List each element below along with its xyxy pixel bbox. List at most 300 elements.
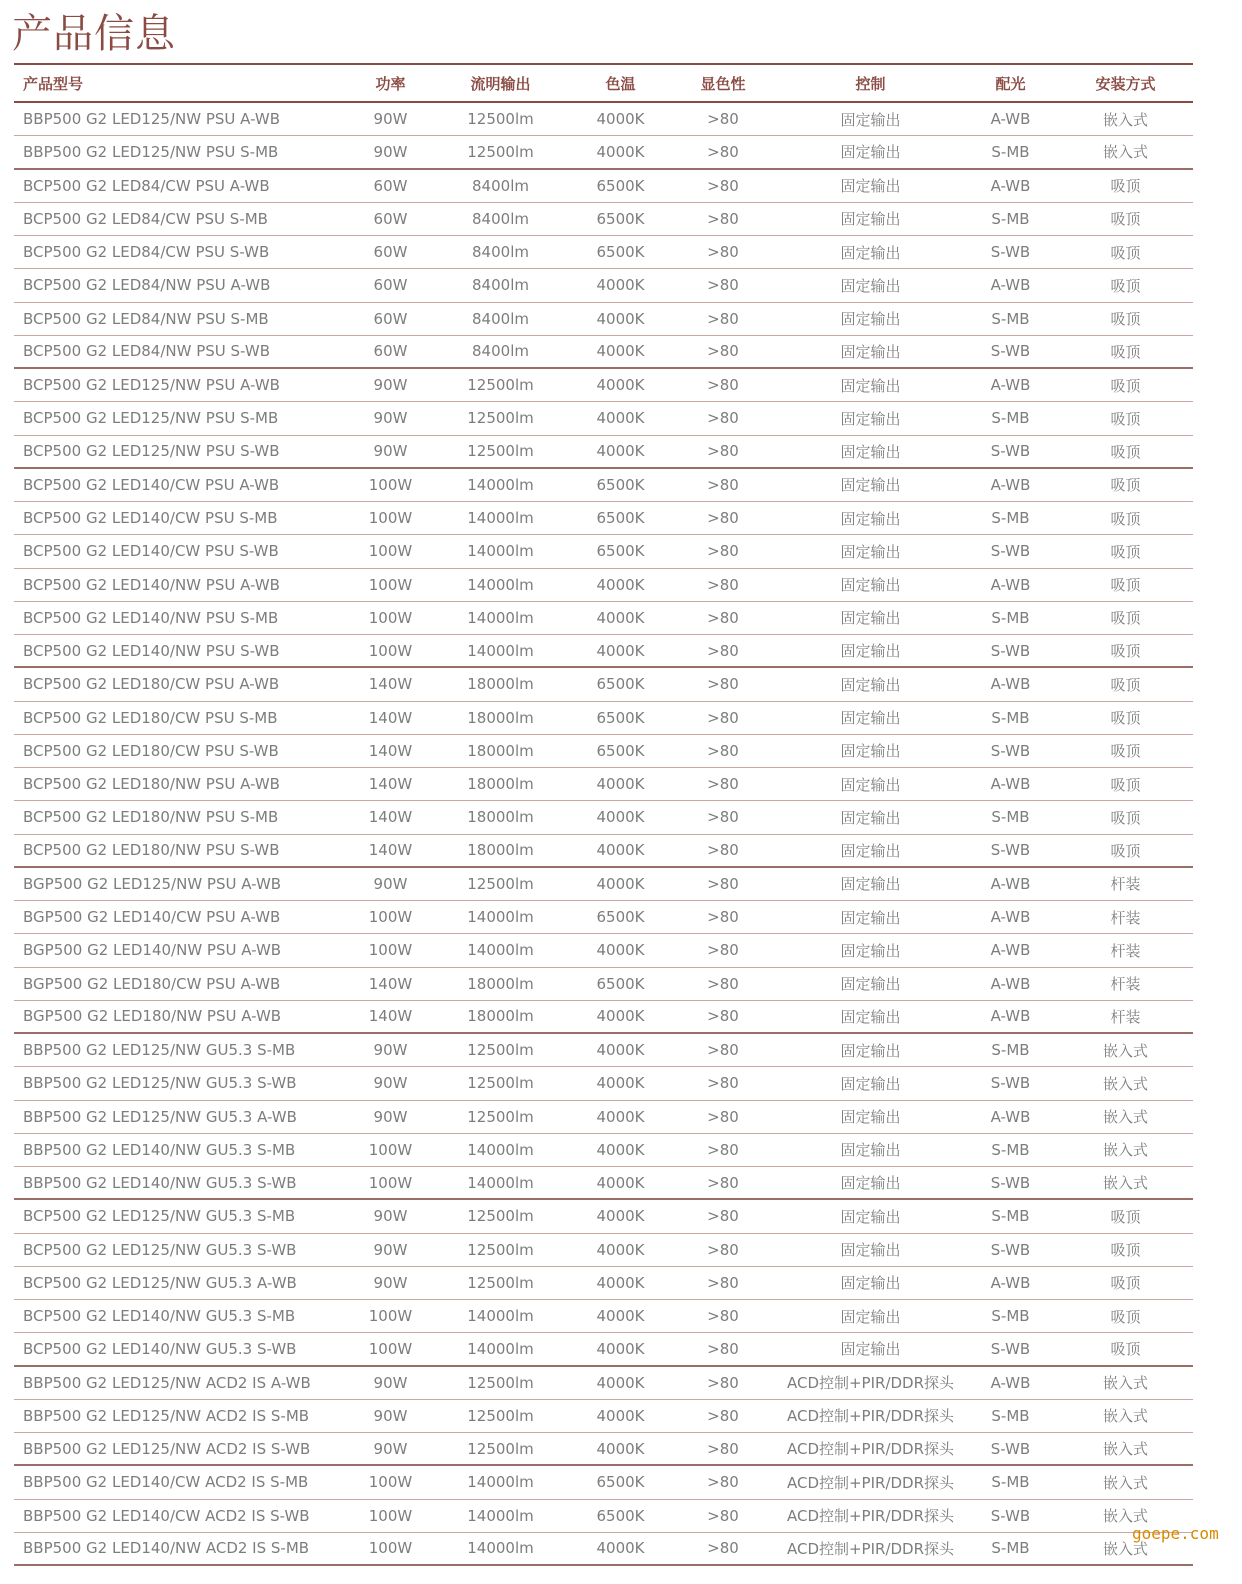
cell-cct: 6500K [596, 1473, 645, 1492]
cell-model: BBP500 G2 LED140/CW ACD2 IS S-MB [23, 1473, 309, 1492]
cell-optic: S-MB [991, 309, 1030, 328]
cell-lumen: 18000lm [467, 675, 534, 694]
cell-control: ACD控制+PIR/DDR探头 [786, 1407, 955, 1426]
cell-power: 140W [368, 708, 413, 727]
cell-model: BGP500 G2 LED140/NW PSU A-WB [23, 941, 282, 960]
cell-optic: A-WB [990, 110, 1031, 129]
cell-lumen: 12500lm [467, 1439, 534, 1458]
cell-control: 固定输出 [840, 243, 901, 262]
cell-power: 90W [373, 1107, 408, 1126]
table-row [14, 968, 1193, 1001]
cell-cct: 4000K [596, 142, 645, 161]
cell-optic: S-MB [991, 808, 1030, 827]
table-row [14, 1101, 1193, 1134]
table-row [14, 1200, 1193, 1233]
header-cri: 显色性 [700, 74, 746, 93]
cell-cct: 4000K [596, 1041, 645, 1060]
cell-model: BCP500 G2 LED180/NW PSU S-MB [23, 808, 279, 827]
cell-optic: S-MB [991, 509, 1030, 528]
cell-optic: A-WB [990, 376, 1031, 395]
cell-cri: >80 [707, 808, 739, 827]
cell-model: BCP500 G2 LED140/NW GU5.3 S-MB [23, 1307, 296, 1326]
header-control: 控制 [855, 74, 886, 93]
cell-mounting: 吸顶 [1110, 642, 1141, 661]
cell-mounting: 吸顶 [1110, 409, 1141, 428]
cell-control: 固定输出 [840, 642, 901, 661]
cell-optic: A-WB [990, 775, 1031, 794]
cell-model: BBP500 G2 LED140/NW GU5.3 S-WB [23, 1173, 297, 1192]
cell-lumen: 14000lm [467, 1339, 534, 1358]
table-row [14, 336, 1193, 369]
table-row [14, 1367, 1193, 1400]
table-row [14, 103, 1193, 136]
cell-lumen: 14000lm [467, 509, 534, 528]
cell-mounting: 吸顶 [1110, 576, 1141, 595]
table-row [14, 1001, 1193, 1034]
cell-cri: >80 [707, 874, 739, 893]
cell-lumen: 14000lm [467, 1140, 534, 1159]
cell-lumen: 18000lm [467, 708, 534, 727]
cell-control: 固定输出 [840, 742, 901, 761]
cell-model: BCP500 G2 LED84/NW PSU A-WB [23, 276, 271, 295]
cell-lumen: 8400lm [472, 309, 529, 328]
cell-control: 固定输出 [840, 709, 901, 728]
header-power: 功率 [375, 74, 406, 93]
cell-control: ACD控制+PIR/DDR探头 [786, 1440, 955, 1459]
cell-mounting: 吸顶 [1110, 210, 1141, 229]
cell-optic: S-WB [990, 741, 1031, 760]
cell-power: 140W [368, 775, 413, 794]
cell-mounting: 杆装 [1110, 1007, 1141, 1026]
cell-optic: S-WB [990, 442, 1031, 461]
cell-cri: >80 [707, 1240, 739, 1259]
cell-model: BBP500 G2 LED140/CW ACD2 IS S-WB [23, 1506, 310, 1525]
cell-optic: S-WB [990, 342, 1031, 361]
cell-cri: >80 [707, 110, 739, 129]
header-optic: 配光 [995, 74, 1026, 93]
cell-control: 固定输出 [840, 1340, 901, 1359]
cell-cri: >80 [707, 641, 739, 660]
cell-mounting: 吸顶 [1110, 376, 1141, 395]
cell-mounting: 吸顶 [1110, 1274, 1141, 1293]
cell-control: 固定输出 [840, 1174, 901, 1193]
cell-mounting: 嵌入式 [1102, 1407, 1148, 1426]
cell-cri: >80 [707, 176, 739, 195]
cell-model: BGP500 G2 LED140/CW PSU A-WB [23, 908, 281, 927]
cell-cct: 4000K [596, 775, 645, 794]
cell-cct: 6500K [596, 542, 645, 561]
cell-cri: >80 [707, 1074, 739, 1093]
cell-lumen: 12500lm [467, 874, 534, 893]
cell-power: 60W [373, 309, 408, 328]
cell-cri: >80 [707, 243, 739, 262]
cell-power: 100W [368, 908, 413, 927]
cell-model: BCP500 G2 LED140/NW GU5.3 S-WB [23, 1339, 297, 1358]
cell-power: 100W [368, 1173, 413, 1192]
cell-cri: >80 [707, 775, 739, 794]
cell-lumen: 18000lm [467, 1007, 534, 1026]
cell-lumen: 14000lm [467, 575, 534, 594]
cell-model: BBP500 G2 LED125/NW GU5.3 A-WB [23, 1107, 297, 1126]
cell-mounting: 杆装 [1110, 941, 1141, 960]
cell-lumen: 14000lm [467, 475, 534, 494]
cell-cct: 6500K [596, 741, 645, 760]
cell-cct: 4000K [596, 276, 645, 295]
cell-optic: A-WB [990, 675, 1031, 694]
cell-lumen: 14000lm [467, 1173, 534, 1192]
cell-cri: >80 [707, 941, 739, 960]
header-cct: 色温 [605, 74, 636, 93]
cell-optic: A-WB [990, 874, 1031, 893]
cell-cri: >80 [707, 142, 739, 161]
cell-control: 固定输出 [840, 975, 901, 994]
page-title: 产品信息 [12, 11, 176, 57]
cell-power: 100W [368, 1506, 413, 1525]
table-row [14, 1533, 1193, 1566]
cell-optic: S-WB [990, 1173, 1031, 1192]
cell-cct: 6500K [596, 509, 645, 528]
header-model: 产品型号 [23, 74, 84, 93]
cell-lumen: 12500lm [467, 1373, 534, 1392]
cell-model: BCP500 G2 LED180/CW PSU S-WB [23, 741, 279, 760]
cell-mounting: 嵌入式 [1102, 1074, 1148, 1093]
cell-cct: 4000K [596, 110, 645, 129]
cell-mounting: 吸顶 [1110, 542, 1141, 561]
cell-mounting: 吸顶 [1110, 1307, 1141, 1326]
cell-lumen: 14000lm [467, 1473, 534, 1492]
cell-cct: 4000K [596, 841, 645, 860]
cell-mounting: 嵌入式 [1102, 1507, 1148, 1526]
cell-power: 90W [373, 409, 408, 428]
cell-mounting: 杆装 [1110, 908, 1141, 927]
header-lumen: 流明输出 [470, 74, 531, 93]
cell-optic: S-WB [990, 243, 1031, 262]
cell-model: BBP500 G2 LED125/NW GU5.3 S-WB [23, 1074, 297, 1093]
cell-cct: 4000K [596, 808, 645, 827]
cell-power: 60W [373, 342, 408, 361]
cell-control: 固定输出 [840, 1307, 901, 1326]
cell-power: 100W [368, 1339, 413, 1358]
cell-optic: S-MB [991, 1406, 1030, 1425]
cell-optic: A-WB [990, 475, 1031, 494]
cell-optic: A-WB [990, 1007, 1031, 1026]
cell-cri: >80 [707, 1273, 739, 1292]
cell-optic: S-MB [991, 1473, 1030, 1492]
cell-optic: A-WB [990, 941, 1031, 960]
cell-model: BBP500 G2 LED125/NW ACD2 IS S-MB [23, 1406, 310, 1425]
cell-lumen: 12500lm [467, 1041, 534, 1060]
cell-cri: >80 [707, 475, 739, 494]
cell-model: BCP500 G2 LED180/CW PSU A-WB [23, 675, 280, 694]
cell-optic: A-WB [990, 974, 1031, 993]
cell-model: BCP500 G2 LED84/NW PSU S-MB [23, 309, 269, 328]
watermark: goepe.com [1132, 1524, 1219, 1543]
cell-model: BBP500 G2 LED125/NW ACD2 IS S-WB [23, 1439, 311, 1458]
table-row [14, 1234, 1193, 1267]
cell-lumen: 12500lm [467, 376, 534, 395]
cell-control: 固定输出 [840, 1108, 901, 1127]
cell-model: BBP500 G2 LED125/NW PSU A-WB [23, 110, 281, 129]
cell-power: 60W [373, 243, 408, 262]
cell-cct: 4000K [596, 1240, 645, 1259]
cell-cri: >80 [707, 1539, 739, 1558]
cell-control: 固定输出 [840, 1207, 901, 1226]
cell-power: 90W [373, 442, 408, 461]
cell-mounting: 嵌入式 [1102, 1174, 1148, 1193]
cell-power: 60W [373, 209, 408, 228]
table-row [14, 1267, 1193, 1300]
cell-power: 90W [373, 1207, 408, 1226]
table-header [14, 65, 1193, 103]
cell-mounting: 吸顶 [1110, 177, 1141, 196]
cell-control: ACD控制+PIR/DDR探头 [786, 1539, 955, 1558]
cell-lumen: 18000lm [467, 775, 534, 794]
cell-mounting: 吸顶 [1110, 841, 1141, 860]
table-row [14, 502, 1193, 535]
cell-model: BBP500 G2 LED125/NW PSU S-MB [23, 142, 279, 161]
cell-cri: >80 [707, 1373, 739, 1392]
cell-model: BCP500 G2 LED140/CW PSU S-MB [23, 509, 278, 528]
cell-lumen: 18000lm [467, 741, 534, 760]
cell-power: 90W [373, 142, 408, 161]
cell-power: 100W [368, 1140, 413, 1159]
cell-cct: 6500K [596, 1506, 645, 1525]
cell-cct: 4000K [596, 1307, 645, 1326]
cell-cri: >80 [707, 1007, 739, 1026]
cell-power: 140W [368, 808, 413, 827]
cell-optic: S-WB [990, 1240, 1031, 1259]
cell-cri: >80 [707, 1173, 739, 1192]
cell-lumen: 14000lm [467, 1506, 534, 1525]
table-row [14, 602, 1193, 635]
cell-optic: S-MB [991, 1207, 1030, 1226]
cell-model: BCP500 G2 LED125/NW GU5.3 S-WB [23, 1240, 297, 1259]
cell-control: 固定输出 [840, 675, 901, 694]
cell-cct: 6500K [596, 974, 645, 993]
cell-mounting: 杆装 [1110, 875, 1141, 894]
cell-cri: >80 [707, 1406, 739, 1425]
cell-power: 100W [368, 941, 413, 960]
cell-model: BCP500 G2 LED180/CW PSU S-MB [23, 708, 278, 727]
table-row [14, 801, 1193, 834]
cell-lumen: 12500lm [467, 1240, 534, 1259]
cell-lumen: 12500lm [467, 1207, 534, 1226]
cell-lumen: 8400lm [472, 342, 529, 361]
cell-cct: 4000K [596, 309, 645, 328]
cell-power: 90W [373, 1074, 408, 1093]
table-row [14, 1134, 1193, 1167]
table-row [14, 569, 1193, 602]
cell-lumen: 14000lm [467, 608, 534, 627]
cell-cri: >80 [707, 708, 739, 727]
cell-cri: >80 [707, 974, 739, 993]
cell-optic: S-WB [990, 1339, 1031, 1358]
cell-cct: 4000K [596, 874, 645, 893]
cell-optic: S-MB [991, 1307, 1030, 1326]
cell-mounting: 嵌入式 [1102, 1041, 1148, 1060]
cell-power: 100W [368, 575, 413, 594]
cell-power: 100W [368, 608, 413, 627]
cell-model: BGP500 G2 LED125/NW PSU A-WB [23, 874, 282, 893]
cell-control: 固定输出 [840, 376, 901, 395]
cell-cri: >80 [707, 741, 739, 760]
cell-control: 固定输出 [840, 1074, 901, 1093]
cell-mounting: 吸顶 [1110, 276, 1141, 295]
cell-control: 固定输出 [840, 143, 901, 162]
cell-lumen: 14000lm [467, 908, 534, 927]
cell-cct: 4000K [596, 1107, 645, 1126]
cell-optic: A-WB [990, 575, 1031, 594]
cell-cct: 6500K [596, 209, 645, 228]
table-row [14, 868, 1193, 901]
table-row [14, 170, 1193, 203]
cell-model: BCP500 G2 LED84/NW PSU S-WB [23, 342, 270, 361]
table-row [14, 469, 1193, 502]
cell-control: 固定输出 [840, 875, 901, 894]
cell-power: 90W [373, 1041, 408, 1060]
cell-power: 90W [373, 1273, 408, 1292]
cell-power: 90W [373, 1439, 408, 1458]
cell-optic: S-WB [990, 1439, 1031, 1458]
cell-control: 固定输出 [840, 1041, 901, 1060]
cell-control: 固定输出 [840, 210, 901, 229]
cell-lumen: 14000lm [467, 542, 534, 561]
cell-control: 固定输出 [840, 775, 901, 794]
cell-mounting: 吸顶 [1110, 310, 1141, 329]
cell-optic: S-WB [990, 1506, 1031, 1525]
cell-lumen: 12500lm [467, 442, 534, 461]
cell-cri: >80 [707, 1107, 739, 1126]
cell-mounting: 吸顶 [1110, 243, 1141, 262]
cell-power: 90W [373, 1240, 408, 1259]
cell-mounting: 吸顶 [1110, 1241, 1141, 1260]
cell-control: 固定输出 [840, 310, 901, 329]
cell-lumen: 12500lm [467, 1406, 534, 1425]
table-row [14, 1500, 1193, 1533]
cell-lumen: 12500lm [467, 1074, 534, 1093]
cell-model: BBP500 G2 LED140/NW ACD2 IS S-MB [23, 1539, 310, 1558]
cell-mounting: 吸顶 [1110, 1207, 1141, 1226]
cell-model: BGP500 G2 LED180/NW PSU A-WB [23, 1007, 282, 1026]
cell-cri: >80 [707, 1041, 739, 1060]
cell-mounting: 嵌入式 [1102, 1539, 1148, 1558]
cell-cct: 4000K [596, 1074, 645, 1093]
cell-control: 固定输出 [840, 177, 901, 196]
cell-model: BCP500 G2 LED140/NW PSU S-MB [23, 608, 279, 627]
cell-model: BCP500 G2 LED84/CW PSU S-MB [23, 209, 268, 228]
cell-model: BBP500 G2 LED140/NW GU5.3 S-MB [23, 1140, 296, 1159]
cell-model: BCP500 G2 LED140/NW PSU A-WB [23, 575, 280, 594]
cell-cct: 6500K [596, 708, 645, 727]
cell-control: 固定输出 [840, 808, 901, 827]
cell-mounting: 嵌入式 [1102, 1108, 1148, 1127]
cell-power: 140W [368, 741, 413, 760]
cell-optic: S-WB [990, 641, 1031, 660]
cell-cri: >80 [707, 575, 739, 594]
table-row [14, 269, 1193, 302]
cell-lumen: 12500lm [467, 110, 534, 129]
cell-model: BCP500 G2 LED140/NW PSU S-WB [23, 641, 280, 660]
cell-mounting: 吸顶 [1110, 808, 1141, 827]
cell-model: BCP500 G2 LED125/NW PSU A-WB [23, 376, 280, 395]
cell-control: 固定输出 [840, 941, 901, 960]
cell-cri: >80 [707, 209, 739, 228]
cell-optic: S-MB [991, 708, 1030, 727]
table-row [14, 835, 1193, 868]
table-row [14, 1034, 1193, 1067]
cell-cri: >80 [707, 342, 739, 361]
cell-cri: >80 [707, 1339, 739, 1358]
cell-optic: S-MB [991, 209, 1030, 228]
cell-cri: >80 [707, 675, 739, 694]
cell-model: BCP500 G2 LED84/CW PSU S-WB [23, 243, 270, 262]
cell-cct: 4000K [596, 342, 645, 361]
table-row [14, 402, 1193, 435]
cell-cri: >80 [707, 841, 739, 860]
cell-mounting: 吸顶 [1110, 442, 1141, 461]
cell-optic: S-MB [991, 142, 1030, 161]
cell-power: 100W [368, 1539, 413, 1558]
cell-mounting: 吸顶 [1110, 1340, 1141, 1359]
cell-cri: >80 [707, 608, 739, 627]
cell-control: 固定输出 [840, 442, 901, 461]
table-row [14, 702, 1193, 735]
cell-cri: >80 [707, 376, 739, 395]
cell-cct: 4000K [596, 1406, 645, 1425]
cell-mounting: 嵌入式 [1102, 1440, 1148, 1459]
cell-model: BCP500 G2 LED140/CW PSU S-WB [23, 542, 279, 561]
table-row [14, 236, 1193, 269]
cell-lumen: 12500lm [467, 1107, 534, 1126]
cell-cct: 4000K [596, 1207, 645, 1226]
cell-optic: A-WB [990, 1273, 1031, 1292]
cell-power: 140W [368, 841, 413, 860]
cell-lumen: 8400lm [472, 243, 529, 262]
table-row [14, 436, 1193, 469]
cell-optic: S-WB [990, 542, 1031, 561]
cell-lumen: 8400lm [472, 276, 529, 295]
table-row [14, 668, 1193, 701]
cell-model: BGP500 G2 LED180/CW PSU A-WB [23, 974, 281, 993]
cell-power: 90W [373, 1373, 408, 1392]
cell-model: BCP500 G2 LED180/NW PSU S-WB [23, 841, 280, 860]
table-row [14, 1433, 1193, 1466]
table-row [14, 1400, 1193, 1433]
cell-model: BCP500 G2 LED125/NW PSU S-MB [23, 409, 279, 428]
table-row [14, 303, 1193, 336]
cell-mounting: 吸顶 [1110, 476, 1141, 495]
cell-cri: >80 [707, 542, 739, 561]
cell-control: 固定输出 [840, 276, 901, 295]
header-mounting: 安装方式 [1095, 74, 1156, 93]
cell-model: BBP500 G2 LED125/NW GU5.3 S-MB [23, 1041, 296, 1060]
cell-mounting: 嵌入式 [1102, 1374, 1148, 1393]
cell-lumen: 14000lm [467, 941, 534, 960]
cell-control: 固定输出 [840, 908, 901, 927]
cell-control: 固定输出 [840, 409, 901, 428]
cell-optic: A-WB [990, 276, 1031, 295]
cell-cct: 6500K [596, 243, 645, 262]
cell-cri: >80 [707, 442, 739, 461]
cell-cct: 6500K [596, 908, 645, 927]
cell-control: 固定输出 [840, 841, 901, 860]
cell-model: BCP500 G2 LED180/NW PSU A-WB [23, 775, 280, 794]
cell-power: 60W [373, 176, 408, 195]
table-row [14, 768, 1193, 801]
table-row [14, 635, 1193, 668]
cell-control: ACD控制+PIR/DDR探头 [786, 1374, 955, 1393]
cell-cct: 4000K [596, 1140, 645, 1159]
